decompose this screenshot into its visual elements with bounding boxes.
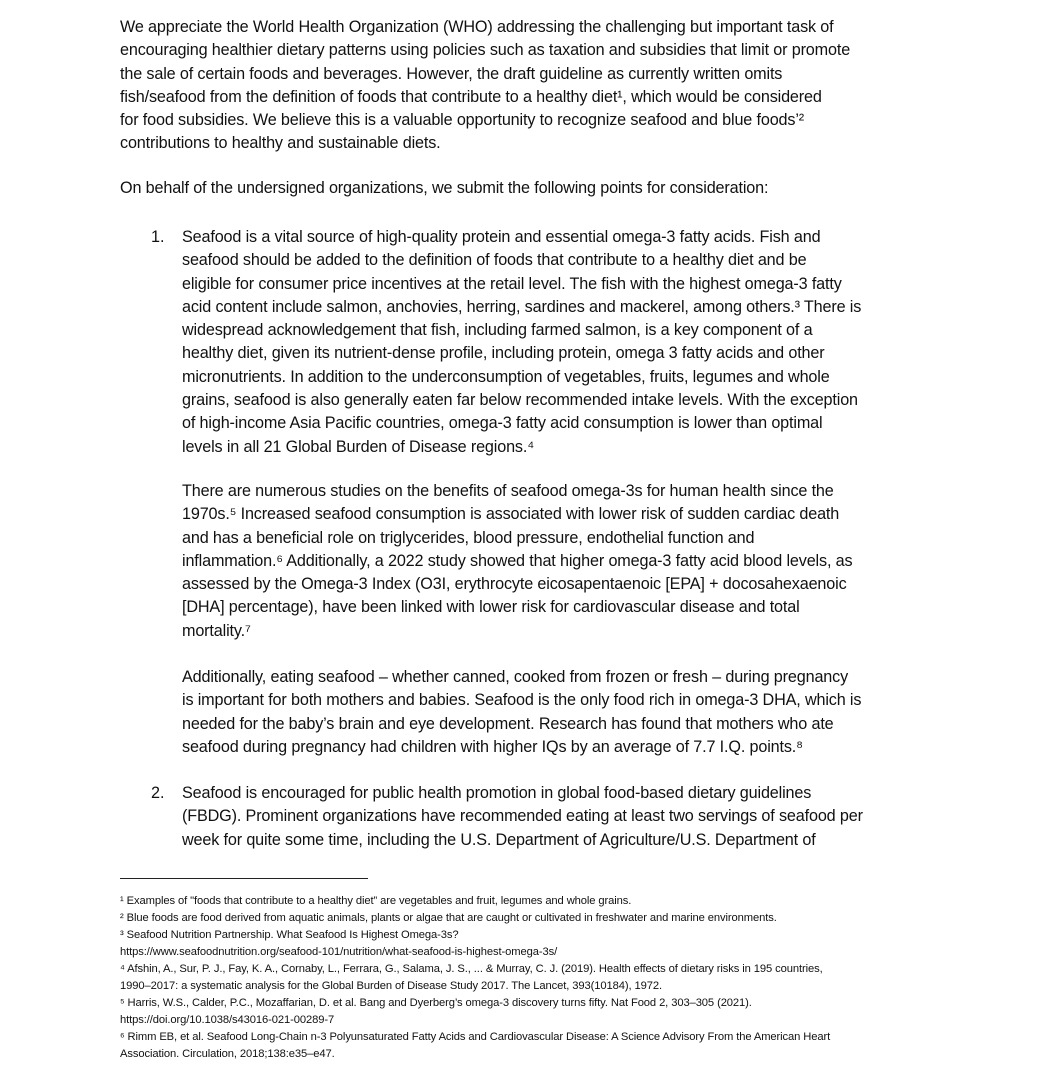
text-line: ² Blue foods are food derived from aquatic animals, plants or algae that are caught or cultivated in freshwater and marine environments. (120, 912, 777, 924)
text-line: is important for both mothers and babies. Seafood is the only food rich in omega-3 DHA, which is (182, 691, 862, 710)
text-line: There are numerous studies on the benefits of seafood omega-3s for human health since the (182, 482, 834, 500)
text-line: mortality.⁷ (182, 621, 251, 640)
text-line: needed for the baby’s brain and eye development. Research has found that mothers who ate (182, 714, 834, 733)
text-line: of high-income Asia Pacific countries, omega-3 fatty acid consumption is lower than optimal (182, 414, 823, 433)
text-line: ⁴ Afshin, A., Sur, P. J., Fay, K. A., Cornaby, L., Ferrara, G., Salama, J. S., ... & Murray, C. J. (2019). Health effects of dietary risks in 195 countries, (120, 963, 823, 975)
text-line: widespread acknowledgement that fish, including farmed salmon, is a key component of a (182, 321, 813, 340)
text-line: Seafood is encouraged for public health promotion in global food-based dietary guidelines (182, 784, 812, 802)
text-line: ¹ Examples of "foods that contribute to a healthy diet” are vegetables and fruit, legumes and whole grains. (120, 895, 632, 907)
text-line: [DHA] percentage), have been linked with lower risk for cardiovascular disease and total (182, 598, 800, 617)
text-line: 1990–2017: a systematic analysis for the Global Burden of Disease Study 2017. The Lancet, 393(10184), 1972. (120, 980, 662, 992)
text-line: levels in all 21 Global Burden of Disease regions.⁴ (182, 437, 535, 456)
footnotes (120, 893, 830, 1063)
text-line: On behalf of the undersigned organizations, we submit the following points for consideration: (120, 179, 769, 197)
text-line: ⁶ Rimm EB, et al. Seafood Long-Chain n-3 Polyunsaturated Fatty Acids and Cardiovascular Disease: A Science Advisory From the American Heart (120, 1031, 831, 1043)
item1-paragraph-1 (182, 226, 861, 459)
text-line: the sale of certain foods and beverages. However, the draft guideline as currently written omits (120, 64, 783, 83)
text-line: grains, seafood is also generally eaten far below recommended intake levels. With the exception (182, 391, 858, 410)
text-line: Seafood is a vital source of high-quality protein and essential omega-3 fatty acids. Fish and (182, 228, 821, 246)
intro-paragraph (120, 16, 850, 156)
text-line: eligible for consumer price incentives at the retail level. The fish with the highest omega-3 fatty (182, 274, 842, 293)
text-line: 1970s.⁵ Increased seafood consumption is associated with lower risk of sudden cardiac death (182, 505, 840, 524)
behalf-paragraph (120, 177, 768, 200)
text-line: fish/seafood from the definition of foods that contribute to a healthy diet¹, which would be considered (120, 87, 822, 106)
text-line: ⁵ Harris, W.S., Calder, P.C., Mozaffarian, D. et al. Bang and Dyerberg’s omega-3 discovery turns fifty. Nat Food 2, 303–305 (2021). (120, 997, 752, 1009)
text-line: healthy diet, given its nutrient-dense profile, including protein, omega 3 fatty acids and other (182, 344, 825, 363)
item1-paragraph-2 (182, 480, 852, 643)
text-line: seafood during pregnancy had children with higher IQs by an average of 7.7 I.Q. points.⁸ (182, 737, 803, 756)
text-line: We appreciate the World Health Organization (WHO) addressing the challenging but important task of (120, 18, 834, 36)
text-line: https://www.seafoodnutrition.org/seafood-101/nutrition/what-seafood-is-highest-omega-3s/ (120, 946, 558, 958)
text-line: ³ Seafood Nutrition Partnership. What Seafood Is Highest Omega-3s? (120, 929, 459, 941)
text-line: micronutrients. In addition to the underconsumption of vegetables, fruits, legumes and whole (182, 367, 830, 386)
list-number-1: 1. (151, 228, 165, 246)
text-line: assessed by the Omega-3 Index (O3I, erythrocyte eicosapentaenoic [EPA] + docosahexaenoic (182, 575, 847, 594)
text-line: week for quite some time, including the U.S. Department of Agriculture/U.S. Department of (182, 830, 816, 849)
text-line: contributions to healthy and sustainable diets. (120, 134, 441, 153)
text-line: inflammation.⁶ Additionally, a 2022 study showed that higher omega-3 fatty acid blood levels, as (182, 551, 853, 570)
text-line: for food subsidies. We believe this is a valuable opportunity to recognize seafood and blue foods’² (120, 111, 805, 130)
text-line: acid content include salmon, anchovies, herring, sardines and mackerel, among others.³ There is (182, 297, 862, 316)
list-number-2: 2. (151, 784, 165, 802)
text-line: Additionally, eating seafood – whether canned, cooked from frozen or fresh – during pregnancy (182, 668, 849, 686)
footnote-separator (120, 878, 368, 879)
item1-paragraph-3 (182, 666, 861, 759)
text-line: Association. Circulation, 2018;138:e35–e47. (120, 1048, 335, 1060)
text-line: https://doi.org/10.1038/s43016-021-00289-7 (120, 1014, 335, 1026)
item2-paragraph-1 (182, 782, 863, 852)
text-line: and has a beneficial role on triglycerides, blood pressure, endothelial function and (182, 528, 755, 547)
text-line: encouraging healthier dietary patterns using policies such as taxation and subsidies that limit or promote (120, 41, 851, 60)
text-line: seafood should be added to the definition of foods that contribute to a healthy diet and be (182, 251, 807, 270)
text-line: (FBDG). Prominent organizations have recommended eating at least two servings of seafood per (182, 807, 863, 826)
